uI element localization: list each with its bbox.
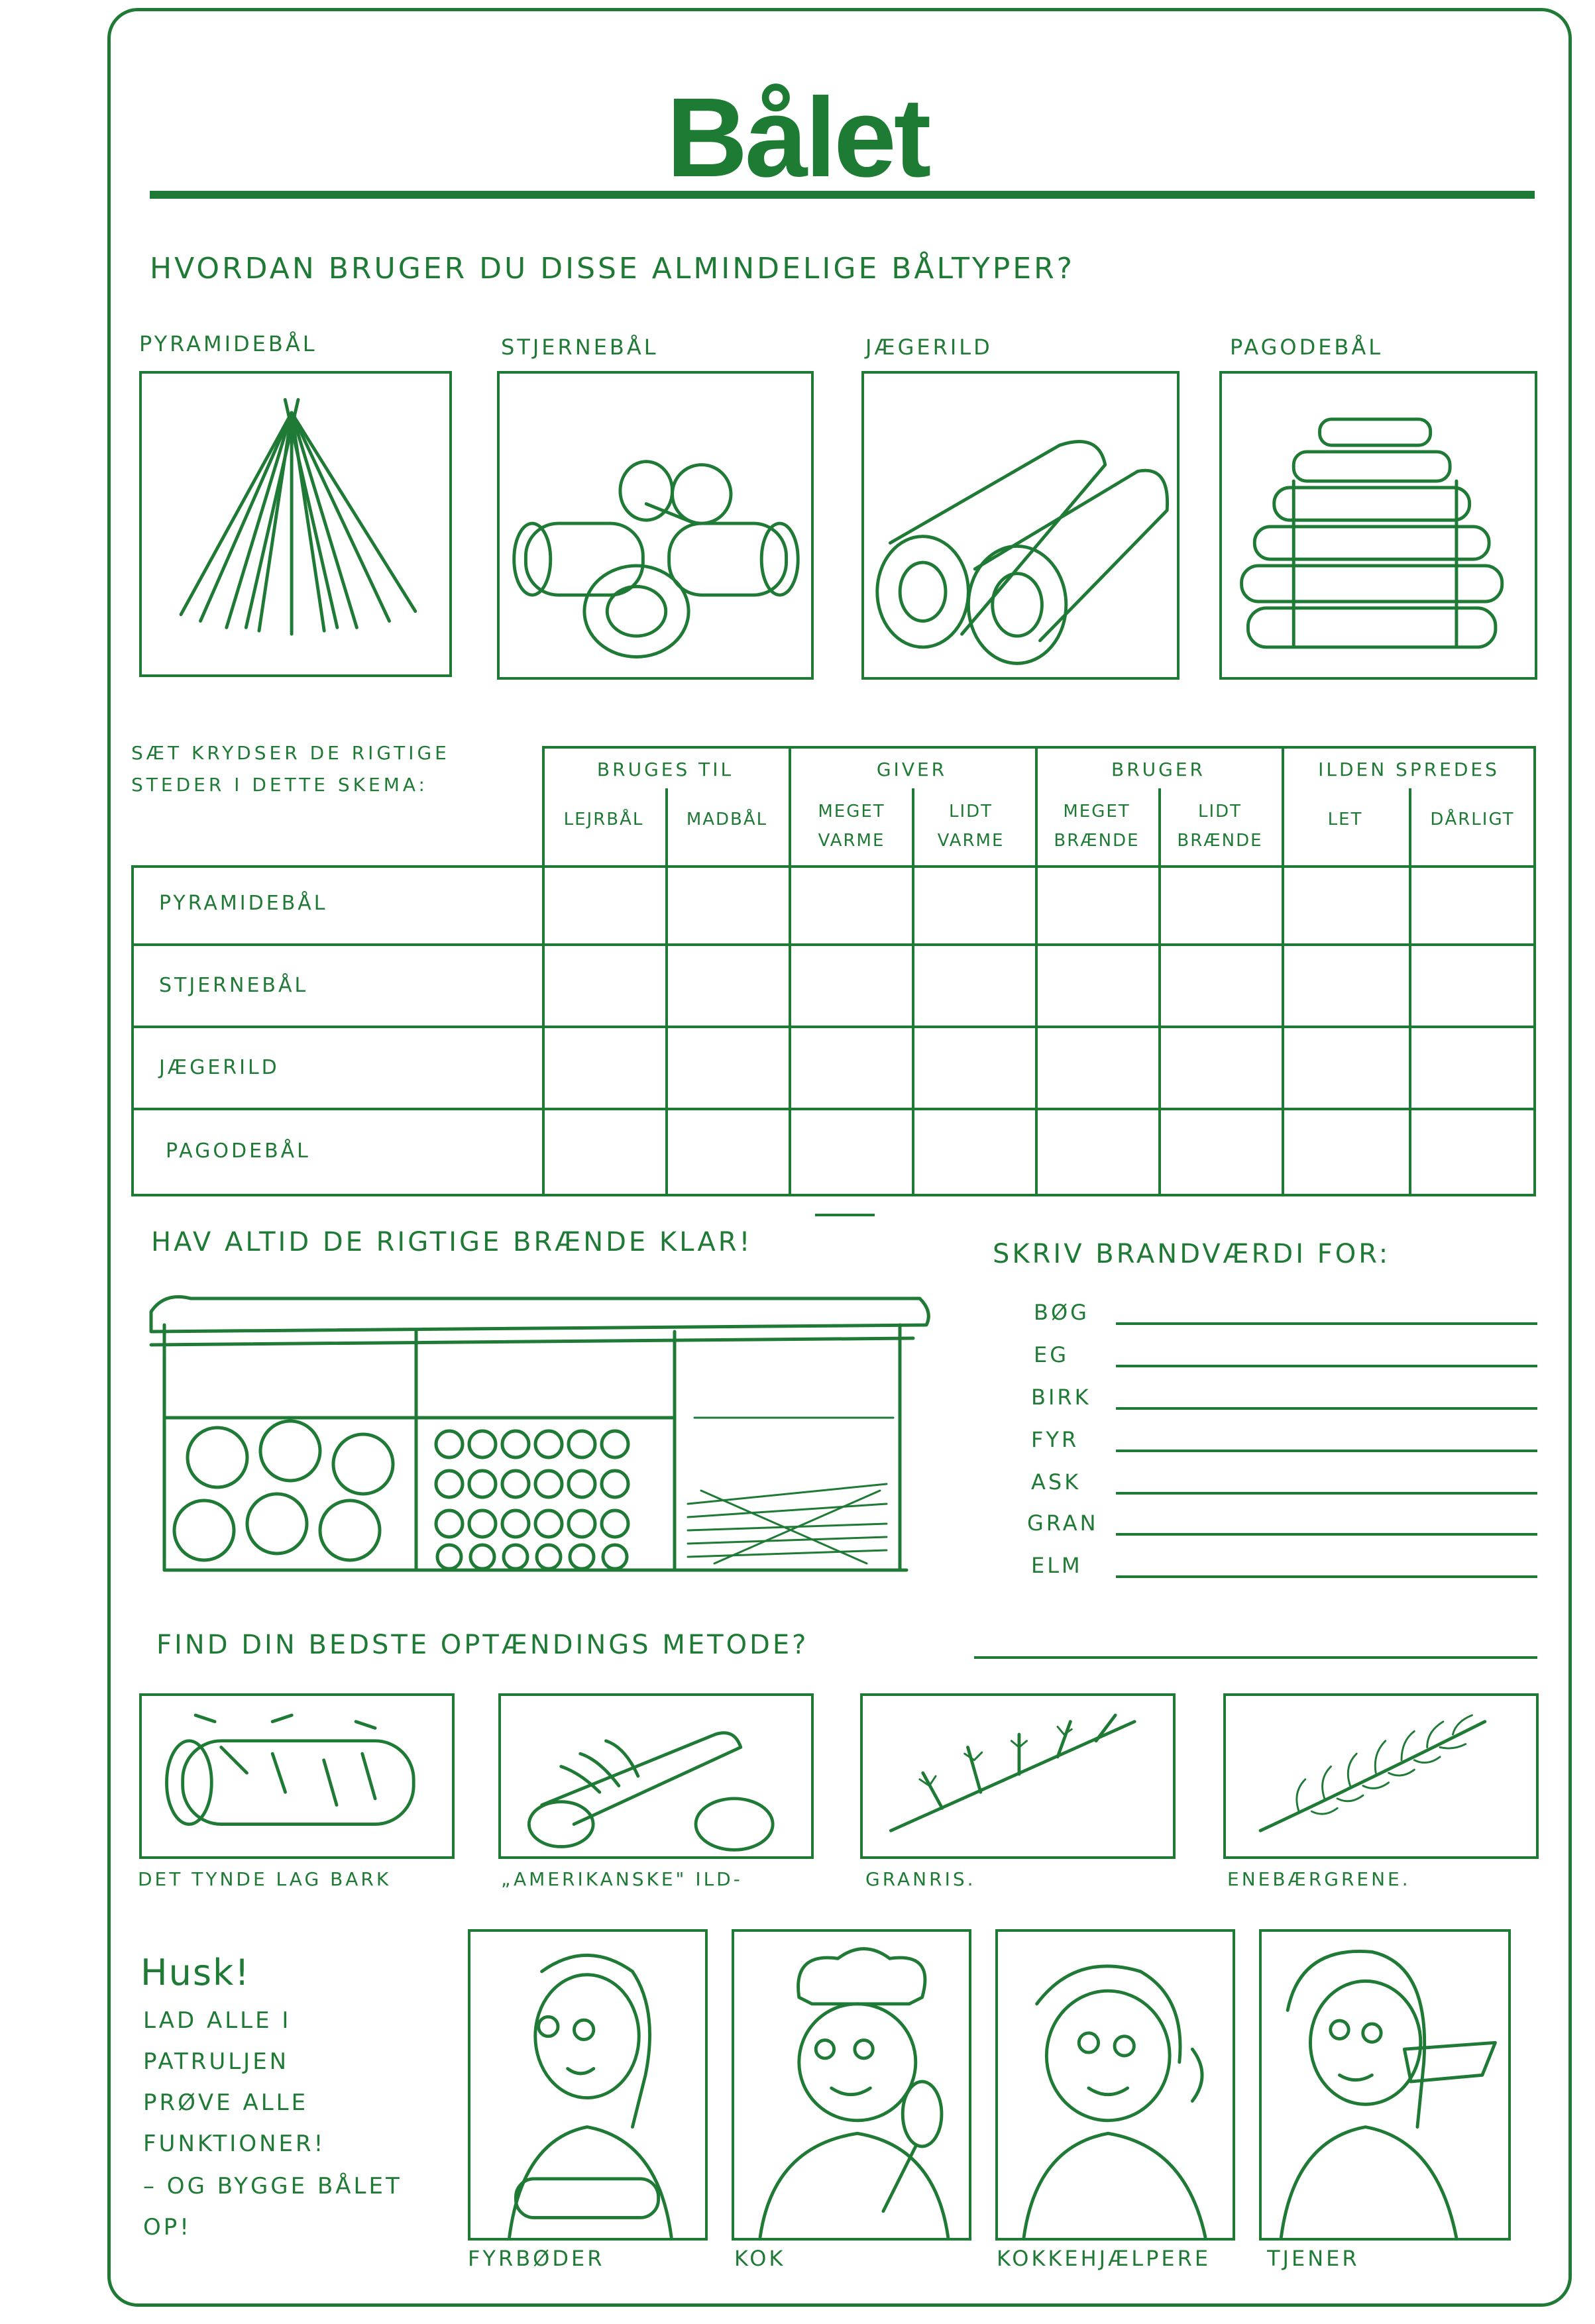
table-checkbox-cell[interactable] bbox=[791, 868, 910, 942]
wood-label: EG bbox=[1034, 1342, 1070, 1367]
fire-type-label: PYRAMIDEBÅL bbox=[139, 331, 317, 356]
wood-label: FYR bbox=[1031, 1427, 1079, 1452]
group-header: BRUGER bbox=[1111, 759, 1205, 780]
divider bbox=[815, 1214, 875, 1216]
row-label: PAGODEBÅL bbox=[166, 1139, 311, 1163]
husk-line: – OG BYGGE BÅLET bbox=[143, 2173, 402, 2199]
bark-log-icon bbox=[139, 1693, 455, 1859]
table-checkbox-cell[interactable] bbox=[1038, 946, 1157, 1024]
sub-header: LIDT BRÆNDE bbox=[1177, 802, 1263, 851]
table-checkbox-cell[interactable] bbox=[914, 868, 1034, 942]
sub-header: LEJRBÅL bbox=[563, 810, 644, 829]
method-label: GRANRIS. bbox=[865, 1868, 976, 1890]
waiter-icon bbox=[1259, 1929, 1511, 2241]
brand-answer-line[interactable] bbox=[1116, 1407, 1537, 1410]
table-instruction: STEDER I DETTE SKEMA: bbox=[131, 774, 428, 796]
husk-line: LAD ALLE I bbox=[143, 2007, 292, 2034]
role-label: KOK bbox=[734, 2246, 786, 2271]
table-checkbox-cell[interactable] bbox=[1161, 868, 1280, 942]
brand-answer-line[interactable] bbox=[1116, 1492, 1537, 1495]
row-label: PYRAMIDEBÅL bbox=[159, 892, 328, 915]
brand-heading: SKRIV BRANDVÆRDI FOR: bbox=[993, 1239, 1391, 1269]
fire-type-label: PAGODEBÅL bbox=[1230, 335, 1384, 360]
row-label: STJERNEBÅL bbox=[159, 974, 309, 997]
wood-label: ASK bbox=[1031, 1469, 1081, 1495]
husk-line: PRØVE ALLE bbox=[143, 2089, 309, 2116]
table-checkbox-cell[interactable] bbox=[1411, 946, 1535, 1024]
table-checkbox-cell[interactable] bbox=[1161, 1028, 1280, 1106]
fire-type-label: JÆGERILD bbox=[865, 335, 993, 360]
table-checkbox-cell[interactable] bbox=[1411, 1028, 1535, 1106]
brand-answer-line[interactable] bbox=[1116, 1533, 1537, 1536]
husk-line: OP! bbox=[143, 2214, 192, 2241]
brand-answer-line[interactable] bbox=[1116, 1450, 1537, 1452]
brand-answer-line[interactable] bbox=[1116, 1365, 1537, 1367]
wood-label: GRAN bbox=[1027, 1510, 1099, 1536]
wood-label: BØG bbox=[1034, 1300, 1089, 1325]
pagoda-fire-icon bbox=[1219, 371, 1537, 680]
wood-label: ELM bbox=[1031, 1553, 1083, 1578]
husk-line: PATRULJEN bbox=[143, 2048, 290, 2075]
fire-stoker-icon bbox=[468, 1929, 708, 2241]
group-header: ILDEN SPREDES bbox=[1318, 759, 1500, 780]
table-checkbox-cell[interactable] bbox=[914, 1028, 1034, 1106]
table-checkbox-cell[interactable] bbox=[1161, 946, 1280, 1024]
method-label: „AMERIKANSKE" ILD- bbox=[501, 1868, 743, 1890]
table-checkbox-cell[interactable] bbox=[545, 868, 664, 942]
group-header: BRUGES TIL bbox=[596, 759, 734, 780]
sub-header: DÅRLIGT bbox=[1430, 810, 1515, 829]
page-title: Bålet bbox=[666, 75, 929, 201]
pyramid-fire-icon bbox=[139, 371, 452, 677]
role-label: TJENER bbox=[1267, 2246, 1360, 2271]
table-checkbox-cell[interactable] bbox=[1411, 1110, 1535, 1195]
hunters-fire-icon bbox=[861, 371, 1180, 680]
role-label: KOKKEHJÆLPERE bbox=[997, 2246, 1211, 2271]
table-checkbox-cell[interactable] bbox=[1284, 1110, 1407, 1195]
sub-header: MEGET BRÆNDE bbox=[1054, 802, 1140, 851]
table-checkbox-cell[interactable] bbox=[545, 1110, 664, 1195]
table-checkbox-cell[interactable] bbox=[1161, 1110, 1280, 1195]
table-checkbox-cell[interactable] bbox=[791, 1028, 910, 1106]
section3-heading: FIND DIN BEDSTE OPTÆNDINGS METODE? bbox=[156, 1630, 809, 1660]
brand-answer-line[interactable] bbox=[1116, 1322, 1537, 1325]
table-checkbox-cell[interactable] bbox=[1038, 868, 1157, 942]
title-underline bbox=[150, 191, 1535, 199]
kitchen-helper-icon bbox=[995, 1929, 1235, 2241]
fire-type-label: STJERNEBÅL bbox=[501, 335, 659, 360]
table-checkbox-cell[interactable] bbox=[914, 1110, 1034, 1195]
husk-heading: Husk! bbox=[140, 1952, 250, 1993]
method-label: ENEBÆRGRENE. bbox=[1227, 1868, 1411, 1890]
table-checkbox-cell[interactable] bbox=[668, 868, 787, 942]
table-checkbox-cell[interactable] bbox=[668, 1110, 787, 1195]
table-checkbox-cell[interactable] bbox=[1284, 1028, 1407, 1106]
method-answer-line[interactable] bbox=[974, 1656, 1537, 1659]
table-checkbox-cell[interactable] bbox=[791, 946, 910, 1024]
spruce-twig-icon bbox=[860, 1693, 1176, 1859]
brand-answer-line[interactable] bbox=[1116, 1575, 1537, 1578]
table-checkbox-cell[interactable] bbox=[914, 946, 1034, 1024]
wood-label: BIRK bbox=[1031, 1385, 1091, 1410]
group-header: GIVER bbox=[876, 759, 948, 780]
sub-header: LIDT VARME bbox=[937, 802, 1005, 851]
table-checkbox-cell[interactable] bbox=[1038, 1028, 1157, 1106]
section2-heading: HAV ALTID DE RIGTIGE BRÆNDE KLAR! bbox=[151, 1227, 753, 1257]
feather-stick-icon bbox=[498, 1693, 814, 1859]
husk-line: FUNKTIONER! bbox=[143, 2131, 326, 2157]
table-checkbox-cell[interactable] bbox=[545, 1028, 664, 1106]
method-label: DET TYNDE LAG BARK bbox=[138, 1868, 392, 1890]
table-checkbox-cell[interactable] bbox=[545, 946, 664, 1024]
sub-header: MEGET VARME bbox=[818, 802, 885, 851]
table-checkbox-cell[interactable] bbox=[1284, 868, 1407, 942]
table-instruction: SÆT KRYDSER DE RIGTIGE bbox=[131, 742, 450, 764]
section1-question: HVORDAN BRUGER DU DISSE ALMINDELIGE BÅLTYPER? bbox=[150, 252, 1075, 286]
role-label: FYRBØDER bbox=[468, 2246, 605, 2271]
sub-header: MADBÅL bbox=[686, 810, 768, 829]
table-checkbox-cell[interactable] bbox=[1038, 1110, 1157, 1195]
juniper-branch-icon bbox=[1223, 1693, 1539, 1859]
sub-header: LET bbox=[1327, 810, 1363, 829]
table-checkbox-cell[interactable] bbox=[1411, 868, 1535, 942]
table-checkbox-cell[interactable] bbox=[791, 1110, 910, 1195]
star-fire-icon bbox=[497, 371, 814, 680]
cook-icon bbox=[732, 1929, 971, 2241]
table-checkbox-cell[interactable] bbox=[668, 946, 787, 1024]
table-checkbox-cell[interactable] bbox=[668, 1028, 787, 1106]
woodstore-icon bbox=[138, 1285, 933, 1577]
table-checkbox-cell[interactable] bbox=[1284, 946, 1407, 1024]
row-label: JÆGERILD bbox=[159, 1056, 280, 1079]
